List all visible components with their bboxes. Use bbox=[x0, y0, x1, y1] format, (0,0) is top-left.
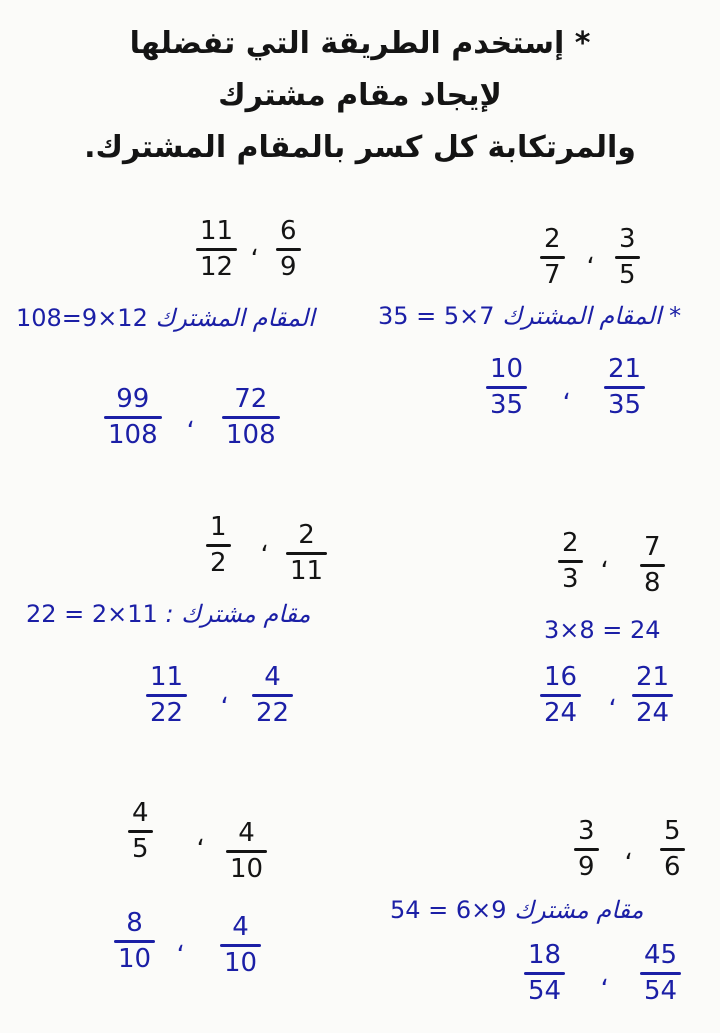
separator: ، bbox=[600, 962, 609, 992]
numerator: 2 bbox=[298, 520, 315, 550]
result-fraction bbox=[104, 386, 162, 450]
instruction-line-2: لإيجاد مقام مشترك bbox=[218, 78, 502, 113]
denominator: 54 bbox=[644, 976, 678, 1007]
given-fraction bbox=[276, 218, 301, 282]
denominator: 7 bbox=[544, 260, 561, 291]
numerator: 5 bbox=[664, 816, 681, 846]
given-fraction bbox=[574, 818, 599, 882]
separator: ، bbox=[260, 528, 269, 558]
separator: ، bbox=[608, 682, 617, 712]
denominator: 24 bbox=[636, 698, 670, 729]
equation: 54 = 6×9 bbox=[390, 896, 507, 924]
denominator: 35 bbox=[490, 390, 524, 421]
denominator: 35 bbox=[608, 390, 642, 421]
result-fraction bbox=[486, 356, 527, 420]
numerator: 4 bbox=[132, 798, 149, 828]
given-fraction bbox=[558, 530, 583, 594]
numerator: 45 bbox=[644, 940, 678, 970]
denominator: 8 bbox=[644, 568, 661, 599]
denominator: 11 bbox=[290, 556, 324, 587]
numerator: 11 bbox=[150, 662, 184, 692]
label: مقام مشترك bbox=[514, 896, 644, 924]
common-denominator-line bbox=[26, 600, 311, 628]
numerator: 10 bbox=[490, 354, 524, 384]
numerator: 2 bbox=[544, 224, 561, 254]
denominator: 10 bbox=[230, 854, 264, 885]
equation: 35 = 5×7 bbox=[378, 302, 495, 330]
denominator: 3 bbox=[562, 564, 579, 595]
numerator: 7 bbox=[644, 532, 661, 562]
numerator: 6 bbox=[280, 216, 297, 246]
denominator: 24 bbox=[544, 698, 578, 729]
denominator: 22 bbox=[256, 698, 290, 729]
separator: ، bbox=[250, 232, 259, 262]
separator: ، bbox=[624, 836, 633, 866]
instructions bbox=[40, 18, 680, 174]
equation: 108=9×12 bbox=[16, 304, 148, 332]
given-fraction bbox=[196, 218, 237, 282]
equation: 22 = 2×11 bbox=[26, 600, 158, 628]
numerator: 1 bbox=[210, 512, 227, 542]
denominator: 6 bbox=[664, 852, 681, 883]
label: * المقام المشترك bbox=[502, 302, 682, 330]
equation: 3×8 = 24 bbox=[544, 616, 661, 644]
numerator: 4 bbox=[264, 662, 281, 692]
numerator: 8 bbox=[126, 908, 143, 938]
denominator: 54 bbox=[528, 976, 562, 1007]
instruction-line-3: والمرتكابة كل كسر بالمقام المشترك. bbox=[84, 130, 636, 165]
separator: ، bbox=[600, 544, 609, 574]
separator: ، bbox=[186, 404, 195, 434]
result-fraction bbox=[220, 914, 261, 978]
numerator: 21 bbox=[636, 662, 670, 692]
numerator: 72 bbox=[234, 384, 268, 414]
numerator: 4 bbox=[232, 912, 249, 942]
given-fraction bbox=[206, 514, 231, 578]
denominator: 5 bbox=[619, 260, 636, 291]
result-fraction bbox=[252, 664, 293, 728]
given-fraction bbox=[660, 818, 685, 882]
denominator: 108 bbox=[226, 420, 276, 451]
numerator: 2 bbox=[562, 528, 579, 558]
numerator: 11 bbox=[200, 216, 234, 246]
result-fraction bbox=[114, 910, 155, 974]
denominator: 5 bbox=[132, 834, 149, 865]
given-fraction bbox=[615, 226, 640, 290]
separator: ، bbox=[176, 928, 185, 958]
separator: ، bbox=[220, 680, 229, 710]
common-denominator-line bbox=[378, 302, 681, 330]
given-fraction bbox=[640, 534, 665, 598]
separator: ، bbox=[586, 240, 595, 270]
denominator: 10 bbox=[224, 948, 258, 979]
separator: ، bbox=[562, 376, 571, 406]
result-fraction bbox=[604, 356, 645, 420]
result-fraction bbox=[640, 942, 681, 1006]
common-denominator-line bbox=[544, 616, 661, 644]
denominator: 9 bbox=[280, 252, 297, 283]
instruction-line-1: * إستخدم الطريقة التي تفضلها bbox=[129, 26, 591, 61]
numerator: 4 bbox=[238, 818, 255, 848]
result-fraction bbox=[146, 664, 187, 728]
denominator: 22 bbox=[150, 698, 184, 729]
numerator: 99 bbox=[116, 384, 150, 414]
denominator: 12 bbox=[200, 252, 234, 283]
separator: ، bbox=[196, 822, 205, 852]
common-denominator-line bbox=[390, 896, 644, 924]
label: مقام مشترك : bbox=[165, 600, 311, 628]
result-fraction bbox=[222, 386, 280, 450]
common-denominator-line bbox=[16, 304, 315, 332]
denominator: 9 bbox=[578, 852, 595, 883]
result-fraction bbox=[540, 664, 581, 728]
numerator: 18 bbox=[528, 940, 562, 970]
given-fraction bbox=[226, 820, 267, 884]
denominator: 10 bbox=[118, 944, 152, 975]
numerator: 16 bbox=[544, 662, 578, 692]
result-fraction bbox=[524, 942, 565, 1006]
result-fraction bbox=[632, 664, 673, 728]
numerator: 3 bbox=[619, 224, 636, 254]
denominator: 2 bbox=[210, 548, 227, 579]
given-fraction bbox=[286, 522, 327, 586]
numerator: 21 bbox=[608, 354, 642, 384]
numerator: 3 bbox=[578, 816, 595, 846]
given-fraction bbox=[128, 800, 153, 864]
denominator: 108 bbox=[108, 420, 158, 451]
label: المقام المشترك bbox=[155, 304, 315, 332]
given-fraction bbox=[540, 226, 565, 290]
